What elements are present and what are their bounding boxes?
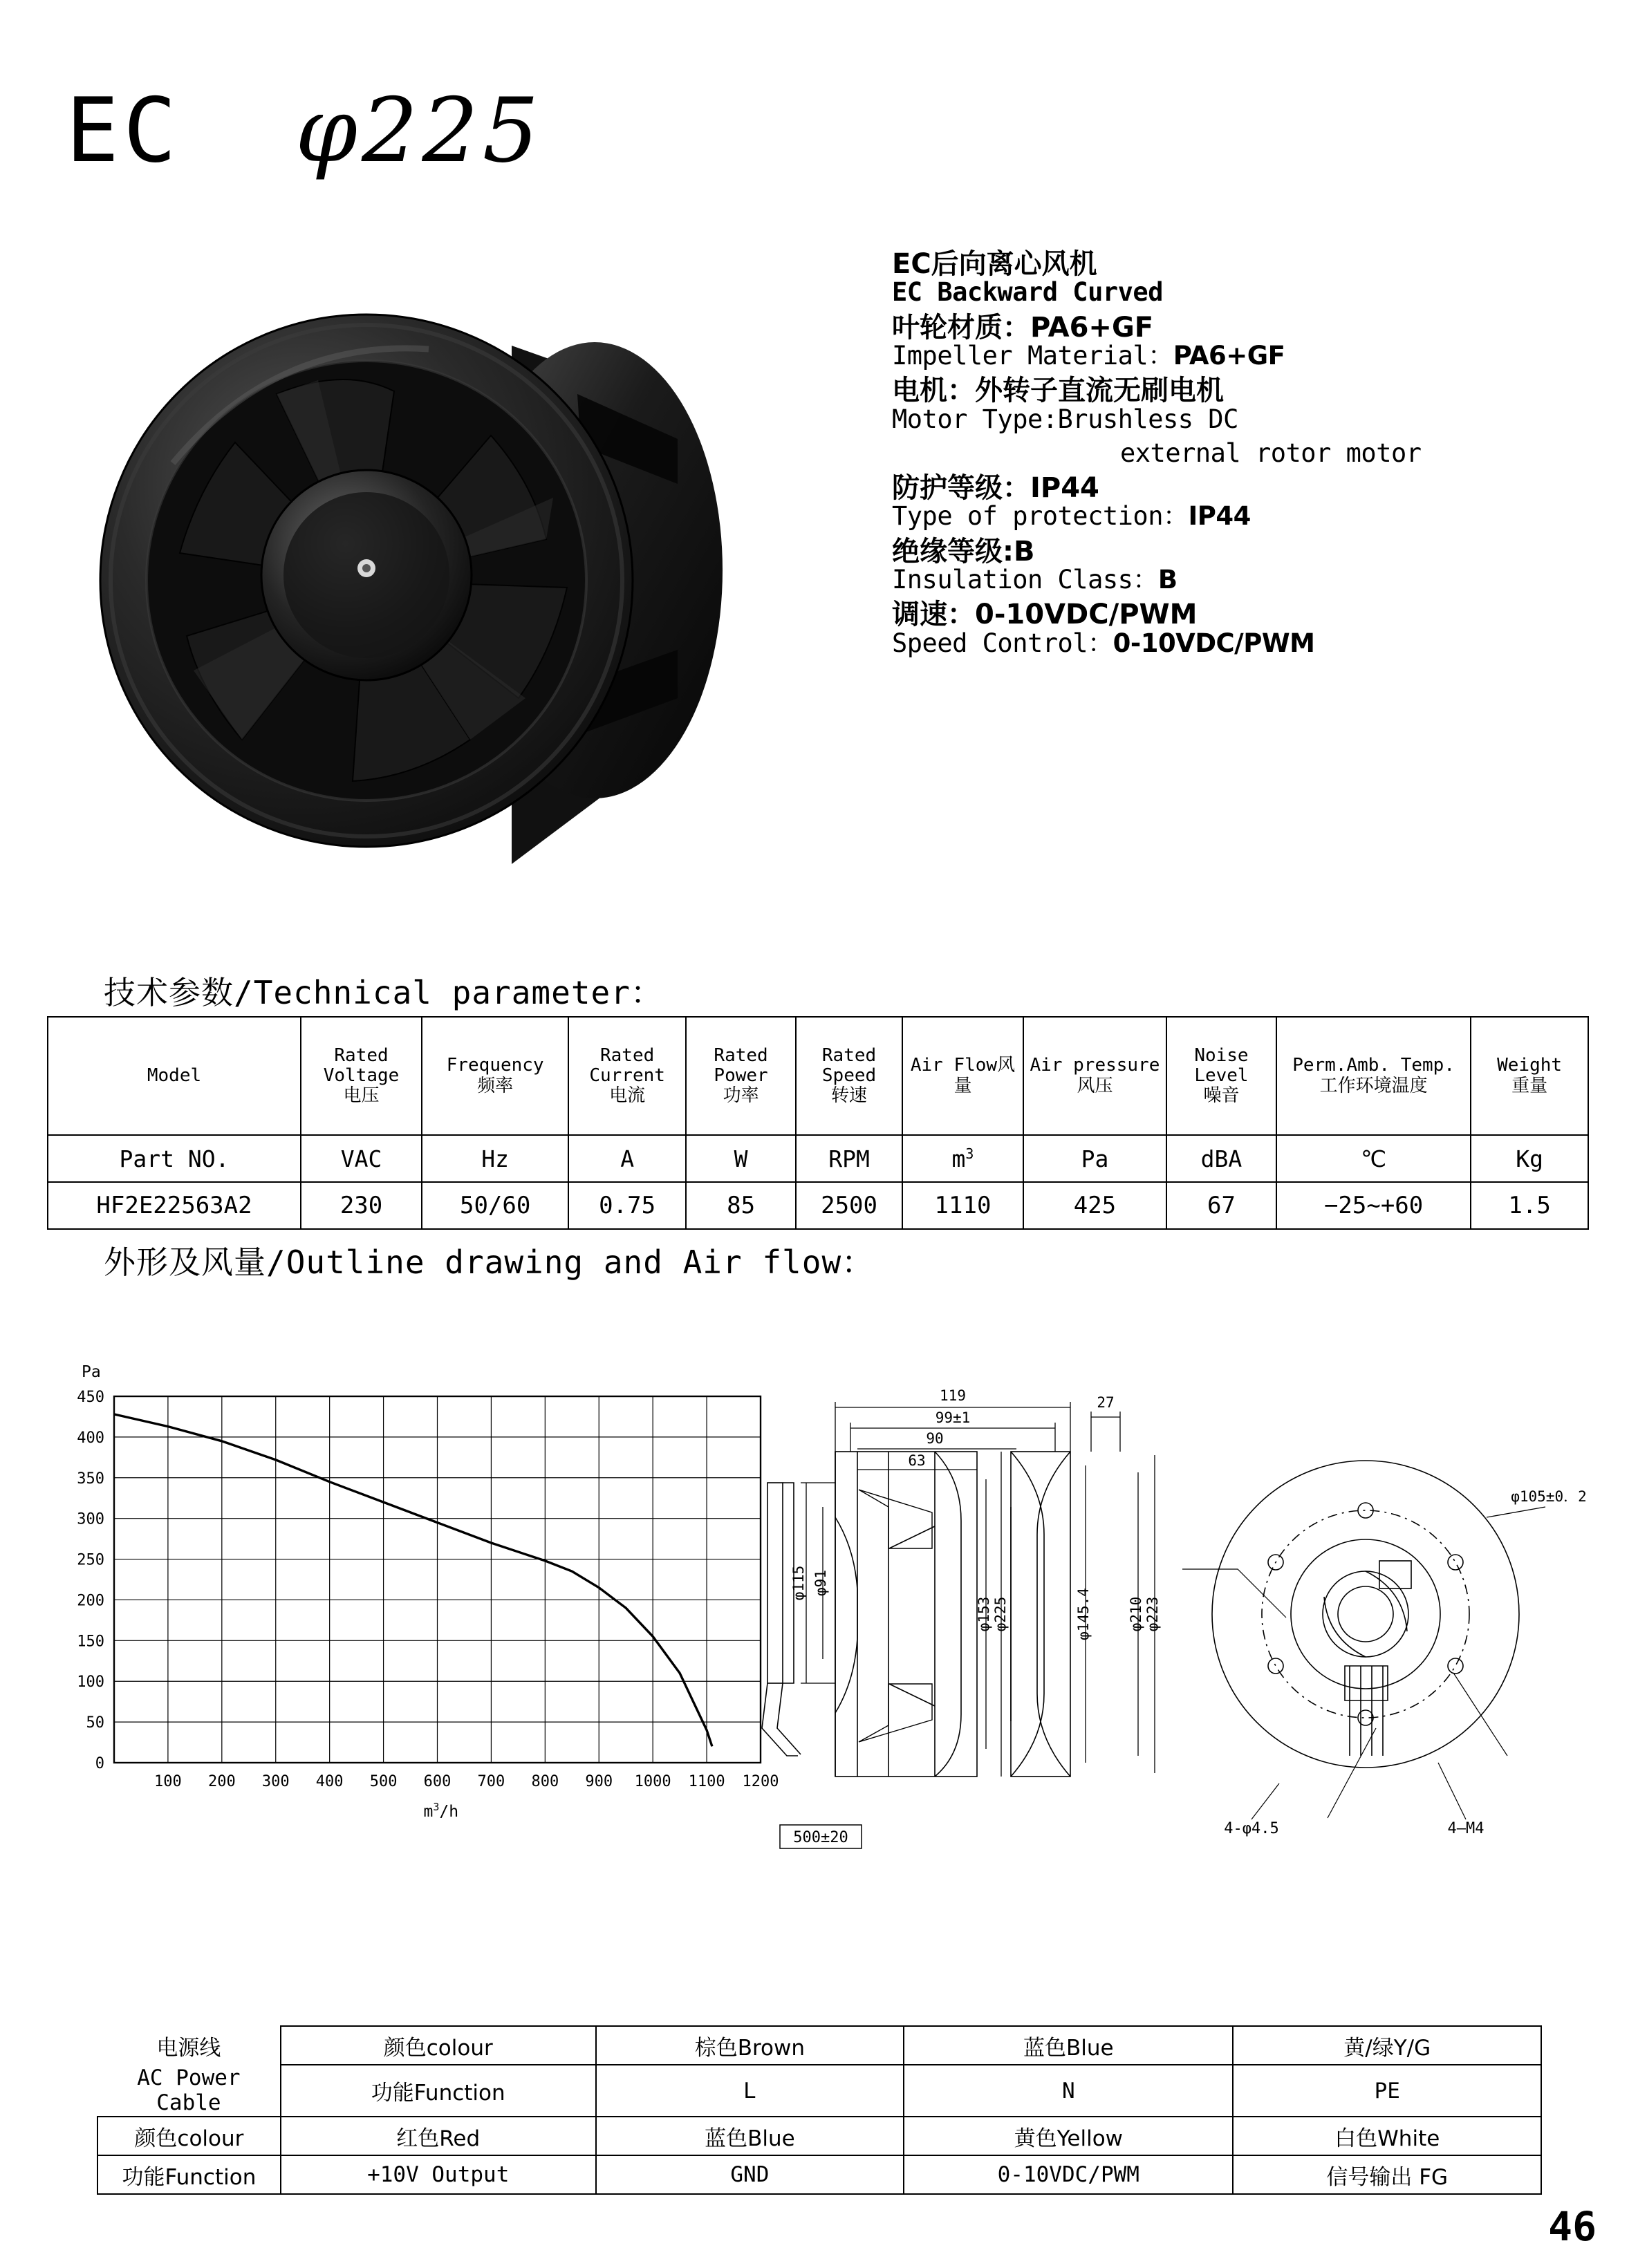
data-current: 0.75 — [568, 1182, 686, 1229]
tech-heading-en: Technical parameter： — [253, 974, 663, 1011]
th-temp: Perm.Amb. Temp. 工作环境温度 — [1276, 1017, 1471, 1135]
cable-label-colour: 颜色colour — [97, 2117, 281, 2155]
chart-x-axis-label: $m^3/h$ — [423, 1801, 459, 1821]
cable-row-1 — [97, 2026, 1541, 2065]
title-prefix: EC — [66, 79, 181, 182]
th-power: Rated Power 功率 — [686, 1017, 796, 1135]
unit-noise: dBA — [1166, 1135, 1276, 1182]
th-airflow: Air Flow风量 — [902, 1017, 1023, 1135]
svg-text:300: 300 — [261, 1773, 290, 1790]
spec-speed-en: Speed Control：0-10VDC/PWM — [892, 628, 1315, 658]
th-current: Rated Current 电流 — [568, 1017, 686, 1135]
cable-r4-c3: 0-10VDC/PWM — [904, 2155, 1233, 2194]
svg-text:50: 50 — [86, 1714, 104, 1732]
dim-90: 90 — [926, 1430, 944, 1447]
dim-phi223: φ223 — [1144, 1596, 1161, 1632]
unit-airflow: $m^3$ — [902, 1135, 1023, 1182]
page-number: 46 — [1548, 2203, 1597, 2250]
spec-speed-value: 0-10VDC/PWM — [1113, 628, 1315, 658]
outline-heading-sep: / — [266, 1244, 286, 1281]
svg-text:900: 900 — [585, 1773, 613, 1790]
spec-impeller-value: PA6+GF — [1173, 341, 1285, 371]
dim-63: 63 — [908, 1452, 926, 1469]
data-temp: −25~+60 — [1276, 1182, 1471, 1229]
th-noise: Noise Level 噪音 — [1166, 1017, 1276, 1135]
chart-y-axis-label: Pa — [82, 1363, 101, 1381]
cable-r2-c1: 功能Function — [281, 2065, 596, 2117]
svg-text:1200: 1200 — [742, 1773, 779, 1790]
cable-r3-c4: 白色White — [1233, 2117, 1541, 2155]
cable-r2-c2: L — [596, 2065, 904, 2117]
title-diameter: 225 — [361, 79, 543, 182]
label-4-phi45: 4-φ4.5 — [1224, 1820, 1279, 1837]
cable-row-3 — [97, 2117, 1541, 2155]
svg-text:1100: 1100 — [688, 1773, 725, 1790]
dim-phi145: φ145.4 — [1075, 1588, 1092, 1640]
dim-99: 99±1 — [935, 1409, 971, 1426]
data-speed: 2500 — [796, 1182, 902, 1229]
outline-heading-cn: 外形及风量 — [104, 1244, 266, 1281]
spec-protection-value: IP44 — [1188, 501, 1251, 532]
data-noise: 67 — [1166, 1182, 1276, 1229]
spec-insulation-cn: 绝缘等级:B — [892, 535, 1035, 568]
spec-motor-en: Motor Type:Brushless DC — [892, 404, 1238, 434]
dim-phi225: φ225 — [992, 1596, 1009, 1632]
cable-r1-c3: 蓝色Blue — [904, 2026, 1233, 2065]
cable-label-power-en: AC Power Cable — [137, 2065, 241, 2115]
spec-insulation-en: Insulation Class：B — [892, 565, 1178, 595]
outline-drawing — [754, 1341, 1618, 1908]
unit-model: Part NO. — [48, 1135, 301, 1182]
spec-protection-cn: 防护等级：IP44 — [892, 472, 1099, 505]
svg-text:100: 100 — [154, 1773, 182, 1790]
tech-heading-sep: / — [234, 974, 254, 1011]
table-header-row — [48, 1017, 1588, 1135]
data-voltage: 230 — [301, 1182, 422, 1229]
cable-r1-c1: 颜色colour — [281, 2026, 596, 2065]
performance-chart — [41, 1348, 802, 1859]
cable-wiring-table — [97, 2025, 1542, 2195]
unit-temp: ℃ — [1276, 1135, 1471, 1182]
spec-type-cn: EC后向离心风机 — [892, 248, 1097, 280]
spec-speed-cn: 调速：0-10VDC/PWM — [892, 599, 1198, 631]
outline-heading-en: Outline drawing and Air flow： — [286, 1244, 875, 1281]
outline-drawing-heading — [104, 1237, 874, 1283]
svg-text:600: 600 — [423, 1773, 452, 1790]
spec-impeller-cn: 叶轮材质：PA6+GF — [892, 311, 1154, 344]
unit-speed: RPM — [796, 1135, 902, 1182]
th-frequency: Frequency 频率 — [422, 1017, 568, 1135]
dim-119: 119 — [940, 1387, 966, 1404]
svg-text:800: 800 — [531, 1773, 559, 1790]
table-data-row — [48, 1182, 1588, 1229]
svg-text:350: 350 — [77, 1470, 104, 1488]
svg-text:200: 200 — [77, 1592, 104, 1610]
cable-r1-c4: 黄/绿Y/G — [1233, 2026, 1541, 2065]
th-weight: Weight 重量 — [1471, 1017, 1588, 1135]
cable-r4-c2: GND — [596, 2155, 904, 2194]
svg-text:150: 150 — [77, 1633, 104, 1651]
dim-phi210: φ210 — [1128, 1596, 1144, 1632]
data-weight: 1.5 — [1471, 1182, 1588, 1229]
spec-type-en: EC Backward Curved — [892, 277, 1163, 308]
unit-airpressure: Pa — [1023, 1135, 1166, 1182]
unit-power: W — [686, 1135, 796, 1182]
dim-phi153: φ153 — [976, 1596, 992, 1632]
spec-motor-en-2: external rotor motor — [1120, 438, 1422, 468]
unit-current: A — [568, 1135, 686, 1182]
label-4-M4: 4—M4 — [1447, 1820, 1485, 1837]
th-speed: Rated Speed 转速 — [796, 1017, 902, 1135]
cable-label-power-cn: 电源线 — [156, 2035, 221, 2061]
svg-text:400: 400 — [315, 1773, 344, 1790]
spec-motor-cn: 电机：外转子直流无刷电机 — [892, 375, 1224, 407]
svg-text:200: 200 — [207, 1773, 236, 1790]
svg-text:400: 400 — [77, 1429, 104, 1447]
cable-r3-c2: 蓝色Blue — [596, 2117, 904, 2155]
svg-text:700: 700 — [477, 1773, 505, 1790]
svg-text:1000: 1000 — [634, 1773, 671, 1790]
cable-label-function: 功能Function — [97, 2155, 281, 2194]
dim-27: 27 — [1097, 1394, 1115, 1411]
cable-row-4 — [97, 2155, 1541, 2194]
cable-r1-c2: 棕色Brown — [596, 2026, 904, 2065]
dim-phi105: φ105±0．2 — [1511, 1488, 1587, 1505]
product-photo — [69, 256, 844, 947]
technical-parameter-heading — [104, 968, 663, 1013]
spec-impeller-en: Impeller Material：PA6+GF — [892, 341, 1285, 371]
cable-r4-c1: +10V Output — [281, 2155, 596, 2194]
spec-protection-en: Type of protection：IP44 — [892, 501, 1251, 532]
tech-heading-cn: 技术参数 — [104, 974, 234, 1011]
unit-weight: Kg — [1471, 1135, 1588, 1182]
th-voltage: Rated Voltage 电压 — [301, 1017, 422, 1135]
table-units-row — [48, 1135, 1588, 1182]
cable-r3-c3: 黄色Yellow — [904, 2117, 1233, 2155]
data-power: 85 — [686, 1182, 796, 1229]
technical-parameter-table — [47, 1016, 1589, 1230]
data-frequency: 50/60 — [422, 1182, 568, 1229]
th-airpressure: Air pressure 风压 — [1023, 1017, 1166, 1135]
cable-r4-c4: 信号输出 FG — [1233, 2155, 1541, 2194]
th-model: Model — [48, 1017, 301, 1135]
spec-list — [892, 245, 1583, 664]
svg-text:0: 0 — [95, 1755, 104, 1772]
svg-text:100: 100 — [77, 1674, 104, 1691]
title-phi: φ — [295, 79, 362, 182]
cable-r2-c3: N — [904, 2065, 1233, 2117]
cable-r3-c1: 红色Red — [281, 2117, 596, 2155]
spec-insulation-value: B — [1157, 565, 1178, 595]
unit-frequency: Hz — [422, 1135, 568, 1182]
dim-phi115: φ115 — [790, 1565, 807, 1601]
svg-text:300: 300 — [77, 1510, 104, 1528]
svg-text:500: 500 — [369, 1773, 398, 1790]
dim-phi91: φ91 — [812, 1570, 829, 1596]
svg-text:450: 450 — [77, 1389, 104, 1406]
svg-text:250: 250 — [77, 1551, 104, 1569]
label-cable-length: 500±20 — [793, 1829, 848, 1846]
page-title — [66, 79, 543, 182]
data-airflow: 1110 — [902, 1182, 1023, 1229]
cable-row-2 — [97, 2065, 1541, 2117]
data-airpressure: 425 — [1023, 1182, 1166, 1229]
unit-voltage: VAC — [301, 1135, 422, 1182]
data-model: HF2E22563A2 — [48, 1182, 301, 1229]
cable-r2-c4: PE — [1233, 2065, 1541, 2117]
